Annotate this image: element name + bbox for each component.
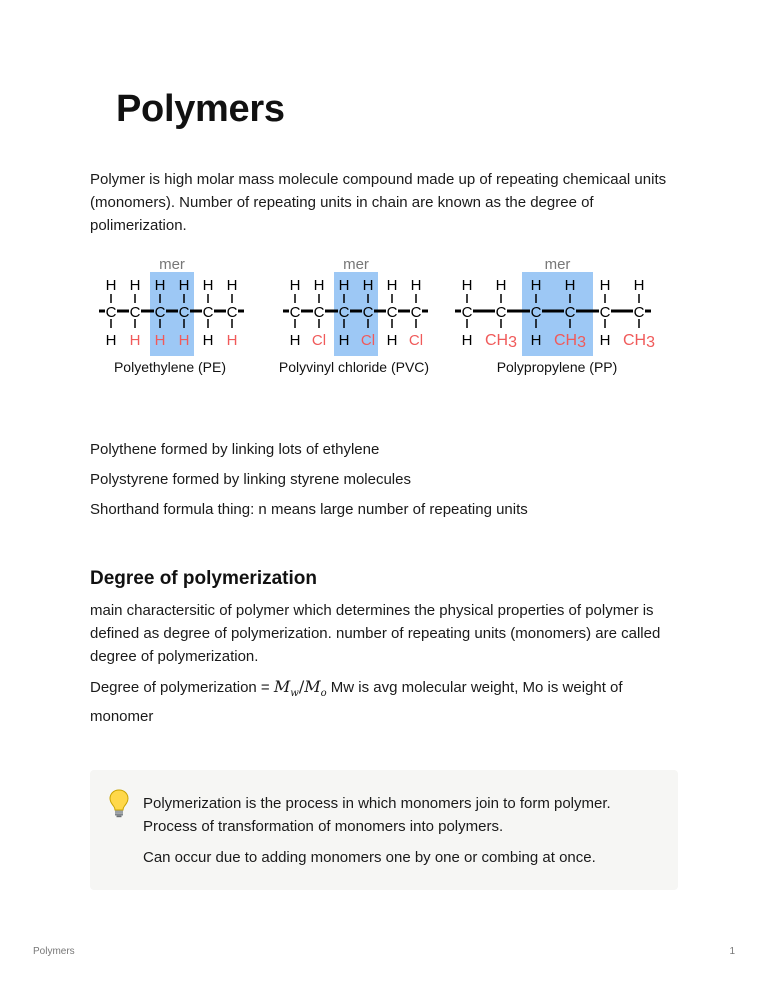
struct-1-top-atom-0: H [289, 277, 301, 294]
formula-paragraph [90, 675, 680, 728]
section-heading: Degree of polymerization [90, 568, 317, 589]
page-title: Polymers [116, 88, 285, 130]
intro-paragraph: Polymer is high molar mass molecule compound made up of repeating chemicaal units (monomers). Number of repeating units in chain are known as the degree of polimerization. [90, 171, 667, 234]
text-line-shorthand: Shorthand formula thing: n means large number of repeating units [90, 501, 528, 518]
struct-1-top-atom-1: H [313, 277, 325, 294]
struct-0-name: Polyethylene (PE) [113, 359, 227, 375]
struct-0-bottom-atom-5: H [226, 332, 238, 349]
struct-1-carbon-0: C [289, 304, 301, 321]
struct-2-top-atom-5: H [633, 277, 645, 294]
struct-1-top-atom-5: H [410, 277, 422, 294]
struct-1-bottom-atom-5: Cl [408, 332, 424, 349]
struct-2-carbon-1: C [495, 304, 507, 321]
struct-0-top-atom-2: H [154, 277, 166, 294]
struct-2-top-atom-2: H [530, 277, 542, 294]
callout-line-1: Polymerization is the process in which monomers join to form polymer. Process of transformation of monomers into polymers. [143, 795, 611, 835]
struct-0-top-atom-3: H [178, 277, 190, 294]
polymer-structures-figure [90, 252, 678, 382]
struct-0-carbon-1: C [129, 304, 141, 321]
struct-2-bottom-atom-1: CH3 [484, 332, 518, 351]
struct-1-mer-label: mer [343, 256, 369, 273]
struct-2-carbon-2: C [530, 304, 542, 321]
struct-2-bottom-atom-3: CH3 [553, 332, 587, 351]
struct-1-carbon-3: C [362, 304, 374, 321]
struct-0-top-atom-4: H [202, 277, 214, 294]
struct-2-name: Polypropylene (PP) [496, 359, 618, 375]
struct-2-top-atom-1: H [495, 277, 507, 294]
struct-0-top-atom-1: H [129, 277, 141, 294]
struct-1-carbon-2: C [338, 304, 350, 321]
struct-0-top-atom-5: H [226, 277, 238, 294]
callout-box [90, 770, 678, 890]
struct-0-top-atom-0: H [105, 277, 117, 294]
struct-0-carbon-4: C [202, 304, 214, 321]
formula-math: $M_w/M_o$ [273, 677, 327, 700]
struct-0-bottom-atom-3: H [178, 332, 190, 349]
struct-1-top-atom-3: H [362, 277, 374, 294]
struct-1-bottom-atom-4: H [386, 332, 398, 349]
struct-2-top-atom-0: H [461, 277, 473, 294]
footer-title: Polymers [33, 946, 75, 957]
lightbulb-icon [108, 788, 130, 818]
polymer-structures-svg [90, 252, 678, 382]
struct-0-bottom-atom-4: H [202, 332, 214, 349]
struct-1-top-atom-4: H [386, 277, 398, 294]
struct-2-mer-label: mer [544, 256, 571, 273]
struct-2-carbon-0: C [461, 304, 473, 321]
struct-2-carbon-4: C [599, 304, 611, 321]
text-line-polythene: Polythene formed by linking lots of ethylene [90, 441, 380, 458]
struct-2-top-atom-3: H [564, 277, 576, 294]
struct-2-carbon-5: C [633, 304, 645, 321]
struct-0-carbon-3: C [178, 304, 190, 321]
struct-0-carbon-2: C [154, 304, 166, 321]
struct-1-bottom-atom-0: H [289, 332, 301, 349]
formula-suffix: Mw is avg molecular weight, Mo is weight of monomer [90, 679, 623, 726]
struct-0-bottom-atom-1: H [129, 332, 141, 349]
struct-2-bottom-atom-2: H [530, 332, 542, 349]
struct-0-carbon-5: C [226, 304, 238, 321]
struct-1-bottom-atom-1: Cl [311, 332, 327, 349]
text-line-polystyrene: Polystyrene formed by linking styrene molecules [90, 471, 411, 488]
struct-1-name: Polyvinyl chloride (PVC) [278, 359, 430, 375]
formula-prefix: Degree of polymerization = [90, 679, 274, 696]
struct-2-bottom-atom-0: H [461, 332, 473, 349]
struct-1-bottom-atom-3: Cl [360, 332, 376, 349]
struct-0-mer-label: mer [159, 256, 185, 273]
struct-1-carbon-5: C [410, 304, 422, 321]
struct-0-carbon-0: C [105, 304, 117, 321]
struct-0-bottom-atom-2: H [154, 332, 166, 349]
struct-1-carbon-4: C [386, 304, 398, 321]
struct-2-bottom-atom-5: CH3 [622, 332, 656, 351]
section-body: main charactersitic of polymer which determines the physical properties of polymer is defined as degree of polymerization. number of repeating units (monomers) are called degree of polymerization. [90, 602, 661, 665]
struct-2-top-atom-4: H [599, 277, 611, 294]
struct-2-bottom-atom-4: H [599, 332, 611, 349]
struct-2-carbon-3: C [564, 304, 576, 321]
struct-0-bottom-atom-0: H [105, 332, 117, 349]
struct-1-bottom-atom-2: H [338, 332, 350, 349]
page-number: 1 [729, 946, 735, 957]
callout-line-2: Can occur due to adding monomers one by one or combing at once. [143, 849, 596, 866]
struct-1-top-atom-2: H [338, 277, 350, 294]
struct-1-carbon-1: C [313, 304, 325, 321]
